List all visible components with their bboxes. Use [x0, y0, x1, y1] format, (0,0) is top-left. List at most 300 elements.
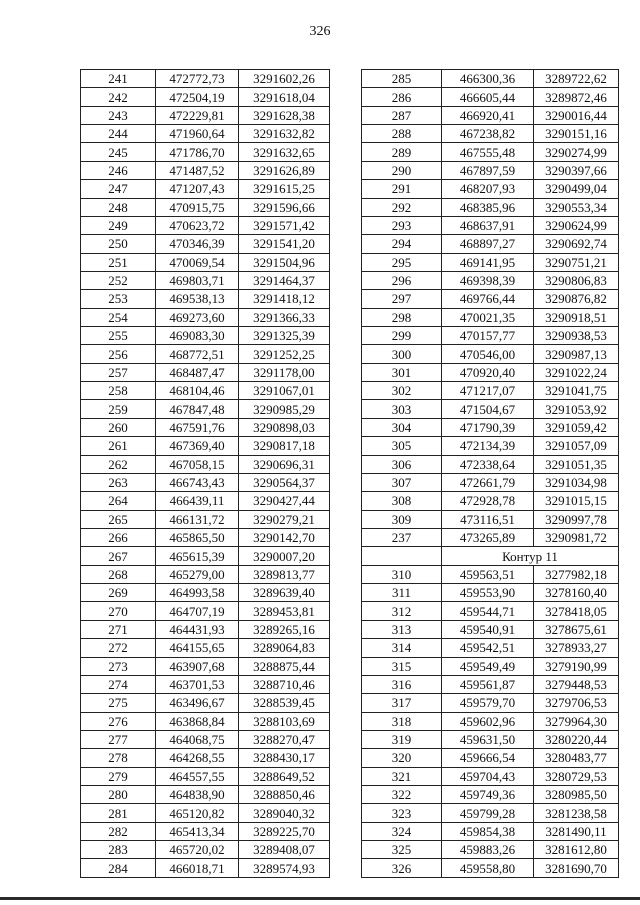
y-coordinate: 3277982,18	[534, 565, 619, 583]
table-row	[81, 547, 330, 565]
point-number: 289	[362, 143, 442, 161]
point-number: 312	[362, 602, 442, 620]
point-number: 252	[81, 271, 156, 289]
x-coordinate: 459549,49	[442, 657, 534, 675]
point-number: 313	[362, 620, 442, 638]
x-coordinate: 468207,93	[442, 180, 534, 198]
y-coordinate: 3288539,45	[239, 694, 330, 712]
point-number: 315	[362, 657, 442, 675]
table-row	[81, 198, 330, 216]
table-row	[362, 639, 619, 657]
point-number: 254	[81, 308, 156, 326]
y-coordinate: 3278160,40	[534, 584, 619, 602]
point-number: 293	[362, 216, 442, 234]
x-coordinate: 469141,95	[442, 253, 534, 271]
y-coordinate: 3289064,83	[239, 639, 330, 657]
table-row	[362, 675, 619, 693]
table-row	[81, 253, 330, 271]
table-row	[362, 106, 619, 124]
y-coordinate: 3290918,51	[534, 308, 619, 326]
x-coordinate: 459542,51	[442, 639, 534, 657]
x-coordinate: 467058,15	[156, 455, 239, 473]
point-number: 317	[362, 694, 442, 712]
table-row	[81, 363, 330, 381]
x-coordinate: 470915,75	[156, 198, 239, 216]
y-coordinate: 3291596,66	[239, 198, 330, 216]
table-row	[362, 565, 619, 583]
y-coordinate: 3289225,70	[239, 822, 330, 840]
y-coordinate: 3290987,13	[534, 345, 619, 363]
table-row	[81, 143, 330, 161]
x-coordinate: 469766,44	[442, 290, 534, 308]
table-row	[81, 290, 330, 308]
table-row	[362, 125, 619, 143]
point-number: 309	[362, 510, 442, 528]
table-row	[81, 712, 330, 730]
table-row	[81, 492, 330, 510]
y-coordinate: 3289265,16	[239, 620, 330, 638]
y-coordinate: 3290898,03	[239, 418, 330, 436]
y-coordinate: 3289408,07	[239, 841, 330, 859]
point-number: 305	[362, 437, 442, 455]
y-coordinate: 3291632,65	[239, 143, 330, 161]
point-number: 248	[81, 198, 156, 216]
y-coordinate: 3281612,80	[534, 841, 619, 859]
table-row	[362, 694, 619, 712]
x-coordinate: 468897,27	[442, 235, 534, 253]
y-coordinate: 3279706,53	[534, 694, 619, 712]
x-coordinate: 459799,28	[442, 804, 534, 822]
x-coordinate: 471786,70	[156, 143, 239, 161]
point-number: 268	[81, 565, 156, 583]
table-row	[81, 730, 330, 748]
x-coordinate: 470157,77	[442, 327, 534, 345]
table-row	[81, 473, 330, 491]
point-number: 260	[81, 418, 156, 436]
y-coordinate: 3291418,12	[239, 290, 330, 308]
y-coordinate: 3278933,27	[534, 639, 619, 657]
point-number: 277	[81, 730, 156, 748]
y-coordinate: 3290427,44	[239, 492, 330, 510]
x-coordinate: 459540,91	[442, 620, 534, 638]
point-number: 274	[81, 675, 156, 693]
x-coordinate: 464838,90	[156, 786, 239, 804]
x-coordinate: 465615,39	[156, 547, 239, 565]
table-row	[362, 143, 619, 161]
x-coordinate: 469083,30	[156, 327, 239, 345]
y-coordinate: 3290876,82	[534, 290, 619, 308]
point-number: 282	[81, 822, 156, 840]
x-coordinate: 465279,00	[156, 565, 239, 583]
table-row	[81, 382, 330, 400]
y-coordinate: 3290016,44	[534, 106, 619, 124]
point-number: 257	[81, 363, 156, 381]
table-row	[81, 859, 330, 877]
y-coordinate: 3291325,39	[239, 327, 330, 345]
left-coordinates-table	[80, 69, 330, 878]
y-coordinate: 3291252,25	[239, 345, 330, 363]
x-coordinate: 471207,43	[156, 180, 239, 198]
y-coordinate: 3291034,98	[534, 473, 619, 491]
table-row	[362, 327, 619, 345]
x-coordinate: 468385,96	[442, 198, 534, 216]
x-coordinate: 464557,55	[156, 767, 239, 785]
point-number: 285	[362, 70, 442, 88]
point-number: 266	[81, 528, 156, 546]
point-number: 244	[81, 125, 156, 143]
x-coordinate: 466439,11	[156, 492, 239, 510]
x-coordinate: 473116,51	[442, 510, 534, 528]
y-coordinate: 3291602,26	[239, 70, 330, 88]
table-row	[362, 473, 619, 491]
y-coordinate: 3291022,24	[534, 363, 619, 381]
x-coordinate: 472229,81	[156, 106, 239, 124]
point-number: 299	[362, 327, 442, 345]
x-coordinate: 470623,72	[156, 216, 239, 234]
y-coordinate: 3291041,75	[534, 382, 619, 400]
x-coordinate: 472504,19	[156, 88, 239, 106]
x-coordinate: 472661,79	[442, 473, 534, 491]
table-row	[362, 363, 619, 381]
y-coordinate: 3290938,53	[534, 327, 619, 345]
y-coordinate: 3278675,61	[534, 620, 619, 638]
point-number: 247	[81, 180, 156, 198]
y-coordinate: 3289722,62	[534, 70, 619, 88]
table-row	[81, 694, 330, 712]
y-coordinate: 3290751,21	[534, 253, 619, 271]
x-coordinate: 459631,50	[442, 730, 534, 748]
table-row	[362, 400, 619, 418]
point-number: 311	[362, 584, 442, 602]
x-coordinate: 459563,51	[442, 565, 534, 583]
point-number: 264	[81, 492, 156, 510]
y-coordinate: 3288649,52	[239, 767, 330, 785]
point-number: 326	[362, 859, 442, 877]
table-row	[362, 455, 619, 473]
point-number: 241	[81, 70, 156, 88]
y-coordinate: 3290997,78	[534, 510, 619, 528]
point-number: 267	[81, 547, 156, 565]
x-coordinate: 465720,02	[156, 841, 239, 859]
table-row	[81, 327, 330, 345]
point-number: 242	[81, 88, 156, 106]
table-row	[81, 657, 330, 675]
y-coordinate: 3290696,31	[239, 455, 330, 473]
point-number: 271	[81, 620, 156, 638]
point-number: 302	[362, 382, 442, 400]
x-coordinate: 472134,39	[442, 437, 534, 455]
y-coordinate: 3291632,82	[239, 125, 330, 143]
table-row	[81, 455, 330, 473]
y-coordinate: 3291541,20	[239, 235, 330, 253]
table-row	[362, 290, 619, 308]
y-coordinate: 3290279,21	[239, 510, 330, 528]
point-number: 304	[362, 418, 442, 436]
x-coordinate: 467847,48	[156, 400, 239, 418]
y-coordinate: 3289040,32	[239, 804, 330, 822]
point-number: 246	[81, 161, 156, 179]
point-number: 281	[81, 804, 156, 822]
y-coordinate: 3291464,37	[239, 271, 330, 289]
y-coordinate: 3289453,81	[239, 602, 330, 620]
x-coordinate: 459544,71	[442, 602, 534, 620]
point-number: 269	[81, 584, 156, 602]
table-row	[362, 437, 619, 455]
x-coordinate: 464155,65	[156, 639, 239, 657]
point-number: 318	[362, 712, 442, 730]
right-table-body-upper	[362, 70, 619, 547]
point-number: 255	[81, 327, 156, 345]
y-coordinate: 3280220,44	[534, 730, 619, 748]
y-coordinate: 3289639,40	[239, 584, 330, 602]
table-row	[81, 180, 330, 198]
y-coordinate: 3291178,00	[239, 363, 330, 381]
table-row	[362, 510, 619, 528]
table-row	[362, 841, 619, 859]
point-number: 297	[362, 290, 442, 308]
table-row	[362, 620, 619, 638]
table-row	[81, 70, 330, 88]
table-row	[81, 345, 330, 363]
point-number: 323	[362, 804, 442, 822]
point-number: 249	[81, 216, 156, 234]
table-row	[81, 125, 330, 143]
point-number: 265	[81, 510, 156, 528]
point-number: 307	[362, 473, 442, 491]
table-row	[81, 528, 330, 546]
table-row	[81, 639, 330, 657]
x-coordinate: 469398,39	[442, 271, 534, 289]
y-coordinate: 3289574,93	[239, 859, 330, 877]
table-row	[362, 859, 619, 877]
x-coordinate: 459558,80	[442, 859, 534, 877]
right-coordinates-table	[361, 69, 619, 878]
x-coordinate: 459666,54	[442, 749, 534, 767]
section-header-row	[362, 547, 619, 565]
x-coordinate: 459602,96	[442, 712, 534, 730]
point-number: 261	[81, 437, 156, 455]
y-coordinate: 3288875,44	[239, 657, 330, 675]
point-number: 276	[81, 712, 156, 730]
y-coordinate: 3291057,09	[534, 437, 619, 455]
table-row	[362, 786, 619, 804]
point-number: 258	[81, 382, 156, 400]
table-row	[81, 437, 330, 455]
x-coordinate: 467897,59	[442, 161, 534, 179]
y-coordinate: 3291366,33	[239, 308, 330, 326]
point-number: 280	[81, 786, 156, 804]
x-coordinate: 466743,43	[156, 473, 239, 491]
y-coordinate: 3288430,17	[239, 749, 330, 767]
table-row	[362, 730, 619, 748]
x-coordinate: 472928,78	[442, 492, 534, 510]
x-coordinate: 470546,00	[442, 345, 534, 363]
y-coordinate: 3291628,38	[239, 106, 330, 124]
point-number: 321	[362, 767, 442, 785]
table-row	[81, 841, 330, 859]
table-row	[81, 235, 330, 253]
point-number: 259	[81, 400, 156, 418]
table-row	[81, 510, 330, 528]
table-row	[81, 308, 330, 326]
y-coordinate: 3288103,69	[239, 712, 330, 730]
x-coordinate: 466131,72	[156, 510, 239, 528]
x-coordinate: 463701,53	[156, 675, 239, 693]
table-row	[81, 400, 330, 418]
section-label: Контур 11	[442, 547, 619, 565]
x-coordinate: 465865,50	[156, 528, 239, 546]
table-row	[81, 767, 330, 785]
y-coordinate: 3290564,37	[239, 473, 330, 491]
point-number: 272	[81, 639, 156, 657]
x-coordinate: 459704,43	[442, 767, 534, 785]
y-coordinate: 3280985,50	[534, 786, 619, 804]
y-coordinate: 3291067,01	[239, 382, 330, 400]
point-number: 290	[362, 161, 442, 179]
table-row	[362, 418, 619, 436]
y-coordinate: 3280483,77	[534, 749, 619, 767]
y-coordinate: 3290624,99	[534, 216, 619, 234]
x-coordinate: 464707,19	[156, 602, 239, 620]
table-row	[362, 657, 619, 675]
table-row	[81, 584, 330, 602]
table-row	[362, 180, 619, 198]
x-coordinate: 471487,52	[156, 161, 239, 179]
point-number: 314	[362, 639, 442, 657]
left-table-body	[81, 70, 330, 878]
table-row	[81, 822, 330, 840]
x-coordinate: 472338,64	[442, 455, 534, 473]
x-coordinate: 467591,76	[156, 418, 239, 436]
table-row	[81, 161, 330, 179]
y-coordinate: 3289813,77	[239, 565, 330, 583]
x-coordinate: 469538,13	[156, 290, 239, 308]
x-coordinate: 463868,84	[156, 712, 239, 730]
point-number: 298	[362, 308, 442, 326]
point-number: 283	[81, 841, 156, 859]
table-row	[362, 804, 619, 822]
table-row	[362, 271, 619, 289]
point-number: 237	[362, 528, 442, 546]
table-row	[81, 88, 330, 106]
x-coordinate: 465120,82	[156, 804, 239, 822]
table-row	[362, 88, 619, 106]
right-table-body-lower	[362, 565, 619, 877]
y-coordinate: 3290151,16	[534, 125, 619, 143]
point-number: 245	[81, 143, 156, 161]
y-coordinate: 3291059,42	[534, 418, 619, 436]
y-coordinate: 3288850,46	[239, 786, 330, 804]
table-row	[362, 70, 619, 88]
point-number: 295	[362, 253, 442, 271]
x-coordinate: 468772,51	[156, 345, 239, 363]
y-coordinate: 3281690,70	[534, 859, 619, 877]
point-number: 262	[81, 455, 156, 473]
point-number: 270	[81, 602, 156, 620]
x-coordinate: 459579,70	[442, 694, 534, 712]
y-coordinate: 3279448,53	[534, 675, 619, 693]
table-row	[81, 804, 330, 822]
point-number: 284	[81, 859, 156, 877]
y-coordinate: 3288710,46	[239, 675, 330, 693]
x-coordinate: 468104,46	[156, 382, 239, 400]
table-row	[362, 749, 619, 767]
x-coordinate: 471217,07	[442, 382, 534, 400]
point-number: 253	[81, 290, 156, 308]
point-number: 288	[362, 125, 442, 143]
y-coordinate: 3290817,18	[239, 437, 330, 455]
table-row	[362, 253, 619, 271]
point-number: 325	[362, 841, 442, 859]
x-coordinate: 468487,47	[156, 363, 239, 381]
x-coordinate: 470069,54	[156, 253, 239, 271]
point-number: 287	[362, 106, 442, 124]
x-coordinate: 459883,26	[442, 841, 534, 859]
x-coordinate: 471790,39	[442, 418, 534, 436]
x-coordinate: 469273,60	[156, 308, 239, 326]
point-number: 320	[362, 749, 442, 767]
point-number: 291	[362, 180, 442, 198]
x-coordinate: 467369,40	[156, 437, 239, 455]
table-row	[362, 822, 619, 840]
x-coordinate: 464268,55	[156, 749, 239, 767]
point-number: 243	[81, 106, 156, 124]
x-coordinate: 464993,58	[156, 584, 239, 602]
table-row	[362, 528, 619, 546]
point-number: 250	[81, 235, 156, 253]
y-coordinate: 3290007,20	[239, 547, 330, 565]
table-row	[362, 712, 619, 730]
table-row	[362, 382, 619, 400]
table-row	[362, 308, 619, 326]
bottom-rule	[0, 897, 640, 900]
point-number: 292	[362, 198, 442, 216]
table-row	[81, 271, 330, 289]
table-row	[362, 235, 619, 253]
point-number: 273	[81, 657, 156, 675]
y-coordinate: 3279964,30	[534, 712, 619, 730]
point-number: 275	[81, 694, 156, 712]
x-coordinate: 464431,93	[156, 620, 239, 638]
table-row	[362, 767, 619, 785]
x-coordinate: 467238,82	[442, 125, 534, 143]
y-coordinate: 3290274,99	[534, 143, 619, 161]
point-number: 263	[81, 473, 156, 491]
table-row	[362, 161, 619, 179]
x-coordinate: 459553,90	[442, 584, 534, 602]
x-coordinate: 466920,41	[442, 106, 534, 124]
point-number: 286	[362, 88, 442, 106]
y-coordinate: 3291615,25	[239, 180, 330, 198]
x-coordinate: 459854,38	[442, 822, 534, 840]
point-number: 256	[81, 345, 156, 363]
x-coordinate: 473265,89	[442, 528, 534, 546]
point-number: 294	[362, 235, 442, 253]
x-coordinate: 467555,48	[442, 143, 534, 161]
y-coordinate: 3279190,99	[534, 657, 619, 675]
y-coordinate: 3291626,89	[239, 161, 330, 179]
x-coordinate: 472772,73	[156, 70, 239, 88]
table-row	[81, 675, 330, 693]
y-coordinate: 3290553,34	[534, 198, 619, 216]
point-number: 300	[362, 345, 442, 363]
table-row	[362, 492, 619, 510]
table-row	[81, 602, 330, 620]
table-row	[362, 216, 619, 234]
y-coordinate: 3290985,29	[239, 400, 330, 418]
section-header-spacer	[362, 547, 442, 565]
table-row	[362, 602, 619, 620]
